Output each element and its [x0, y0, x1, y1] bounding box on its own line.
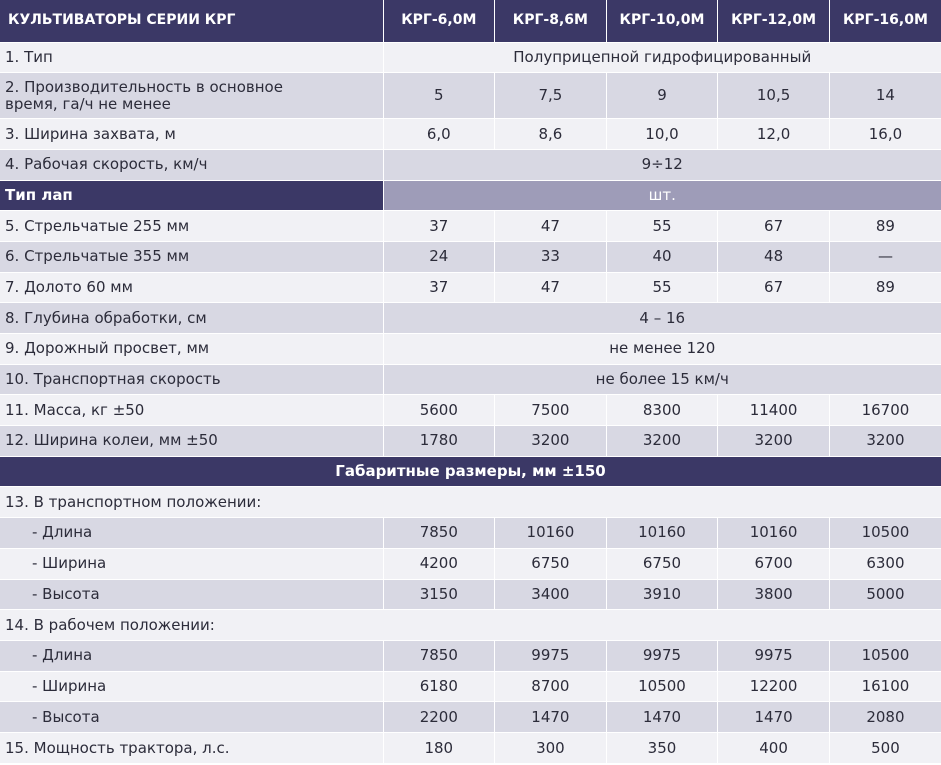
- cell-value: 12,0: [718, 119, 830, 150]
- table-row: [0, 42, 941, 73]
- cell-value: 7850: [383, 518, 495, 549]
- row-label: 1. Тип: [0, 42, 383, 73]
- cell-value: 89: [829, 272, 941, 303]
- cell-value: 3200: [829, 426, 941, 457]
- cell-value: 5600: [383, 395, 495, 426]
- row-label: 15. Мощность трактора, л.с.: [0, 732, 383, 763]
- table-row: [0, 518, 941, 549]
- cell-value: 7500: [495, 395, 607, 426]
- cell-value: 350: [606, 732, 718, 763]
- cell-value: 6180: [383, 671, 495, 702]
- row-label: - Высота: [0, 702, 383, 733]
- section-title: Габаритные размеры, мм ±150: [0, 456, 941, 487]
- row-label: 10. Транспортная скорость: [0, 364, 383, 395]
- cell-value: 3200: [495, 426, 607, 457]
- cell-value: 3150: [383, 579, 495, 610]
- table-header-row: [0, 0, 941, 42]
- cell-value: 4200: [383, 548, 495, 579]
- row-label: - Ширина: [0, 548, 383, 579]
- table-row: [0, 487, 941, 518]
- cell-value: 5: [383, 73, 495, 119]
- table-row: [0, 241, 941, 272]
- row-label: 13. В транспортном положении:: [0, 487, 941, 518]
- section-row-dimensions: [0, 456, 941, 487]
- row-label: 9. Дорожный просвет, мм: [0, 334, 383, 365]
- cell-value: 1470: [718, 702, 830, 733]
- row-label: - Длина: [0, 518, 383, 549]
- model-header: КРГ-6,0М: [383, 0, 495, 42]
- table-row: [0, 73, 941, 119]
- row-label-line: время, га/ч не менее: [5, 94, 171, 113]
- cell-value: 8,6: [495, 119, 607, 150]
- table-row: [0, 702, 941, 733]
- row-label: 7. Долото 60 мм: [0, 272, 383, 303]
- row-label: 3. Ширина захвата, м: [0, 119, 383, 150]
- cell-value: 500: [829, 732, 941, 763]
- table-row: [0, 364, 941, 395]
- cell-value: 9975: [606, 640, 718, 671]
- model-header: КРГ-8,6М: [495, 0, 607, 42]
- table-row: [0, 671, 941, 702]
- cell-value: 10160: [606, 518, 718, 549]
- table-row: [0, 426, 941, 457]
- row-label: - Ширина: [0, 671, 383, 702]
- cell-value: —: [829, 241, 941, 272]
- cell-value: 16700: [829, 395, 941, 426]
- model-header: КРГ-16,0М: [829, 0, 941, 42]
- table-title: КУЛЬТИВАТОРЫ СЕРИИ КРГ: [0, 0, 383, 42]
- cell-value: 400: [718, 732, 830, 763]
- row-label: - Высота: [0, 579, 383, 610]
- cell-value: 47: [495, 211, 607, 242]
- cell-value: 55: [606, 272, 718, 303]
- cell-value: 6750: [495, 548, 607, 579]
- cell-value: 1470: [495, 702, 607, 733]
- cell-value: 5000: [829, 579, 941, 610]
- row-label: 8. Глубина обработки, см: [0, 303, 383, 334]
- cell-value: 9975: [718, 640, 830, 671]
- cell-value: 3400: [495, 579, 607, 610]
- cell-value: 3800: [718, 579, 830, 610]
- cell-value: 3200: [606, 426, 718, 457]
- cell-value: 10,0: [606, 119, 718, 150]
- cell-value: 16,0: [829, 119, 941, 150]
- row-label: - Длина: [0, 640, 383, 671]
- table-row: [0, 579, 941, 610]
- cell-value: 89: [829, 211, 941, 242]
- cell-value: 3200: [718, 426, 830, 457]
- cell-value: 6750: [606, 548, 718, 579]
- cell-value: 55: [606, 211, 718, 242]
- cell-value: 7850: [383, 640, 495, 671]
- table-row: [0, 610, 941, 641]
- row-label: 11. Масса, кг ±50: [0, 395, 383, 426]
- cell-value: 11400: [718, 395, 830, 426]
- cell-value: 180: [383, 732, 495, 763]
- table-row: [0, 334, 941, 365]
- row-label: 14. В рабочем положении:: [0, 610, 941, 641]
- table-row: [0, 211, 941, 242]
- cell-value: 1470: [606, 702, 718, 733]
- cell-value: 6700: [718, 548, 830, 579]
- cell-value: 3910: [606, 579, 718, 610]
- cell-value: 2200: [383, 702, 495, 733]
- cell-value: 7,5: [495, 73, 607, 119]
- table-row: [0, 395, 941, 426]
- cell-value: 10500: [829, 640, 941, 671]
- row-label: 4. Рабочая скорость, км/ч: [0, 149, 383, 180]
- cell-value: 2080: [829, 702, 941, 733]
- cell-value: 6300: [829, 548, 941, 579]
- cell-value: 12200: [718, 671, 830, 702]
- table-row: [0, 548, 941, 579]
- cell-value: 8300: [606, 395, 718, 426]
- cell-value: 47: [495, 272, 607, 303]
- model-header: КРГ-12,0М: [718, 0, 830, 42]
- cell-value: 24: [383, 241, 495, 272]
- cell-value: 67: [718, 272, 830, 303]
- cell-value: 33: [495, 241, 607, 272]
- table-row: [0, 303, 941, 334]
- cell-value: 48: [718, 241, 830, 272]
- cell-value: 8700: [495, 671, 607, 702]
- cell-value: 300: [495, 732, 607, 763]
- table-row: [0, 732, 941, 763]
- cell-value: 1780: [383, 426, 495, 457]
- model-header: КРГ-10,0М: [606, 0, 718, 42]
- row-value: Полуприцепной гидрофицированный: [383, 42, 941, 73]
- cell-value: 37: [383, 272, 495, 303]
- cell-value: 16100: [829, 671, 941, 702]
- cell-value: 37: [383, 211, 495, 242]
- table-row: [0, 272, 941, 303]
- cell-value: 40: [606, 241, 718, 272]
- row-label: 12. Ширина колеи, мм ±50: [0, 426, 383, 457]
- row-value: 9÷12: [383, 149, 941, 180]
- row-label: [0, 73, 383, 119]
- section-unit: шт.: [383, 180, 941, 211]
- cell-value: 14: [829, 73, 941, 119]
- cell-value: 9: [606, 73, 718, 119]
- cell-value: 10500: [829, 518, 941, 549]
- row-label-line: 2. Производительность в основное: [5, 77, 283, 96]
- row-value: не менее 120: [383, 334, 941, 365]
- cell-value: 6,0: [383, 119, 495, 150]
- section-label: Тип лап: [0, 180, 383, 211]
- cell-value: 10160: [495, 518, 607, 549]
- cell-value: 10,5: [718, 73, 830, 119]
- row-value: не более 15 км/ч: [383, 364, 941, 395]
- row-value: 4 – 16: [383, 303, 941, 334]
- table-row: [0, 119, 941, 150]
- cell-value: 10500: [606, 671, 718, 702]
- cell-value: 9975: [495, 640, 607, 671]
- cell-value: 10160: [718, 518, 830, 549]
- table-row: [0, 149, 941, 180]
- table-row: [0, 640, 941, 671]
- cell-value: 67: [718, 211, 830, 242]
- section-row-paw-type: [0, 180, 941, 211]
- row-label: 5. Стрельчатые 255 мм: [0, 211, 383, 242]
- row-label: 6. Стрельчатые 355 мм: [0, 241, 383, 272]
